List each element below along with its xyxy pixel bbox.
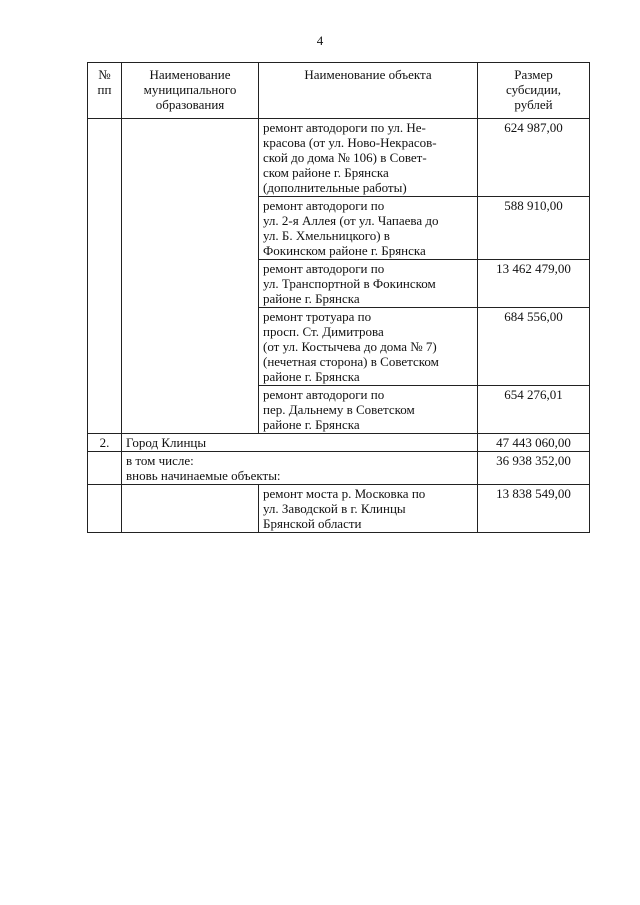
header-municipality: Наименование муниципального образования [122,63,259,119]
header-object: Наименование объекта [259,63,478,119]
table-row [88,119,590,197]
object-name: ремонт тротуара по просп. Ст. Димитрова (от ул. Костычева до дома № 7) (нечетная сторона) в Советском районе г. Брянска [259,308,478,386]
row-num-empty [88,119,122,434]
city-row [88,434,590,452]
subsidy-amount: 624 987,00 [478,119,590,197]
header-amount: Размер субсидии, рублей [478,63,590,119]
header-num: № пп [88,63,122,119]
table-row [88,485,590,533]
object-name: ремонт автодороги по ул. Транспортной в Фокинском районе г. Брянска [259,260,478,308]
row-num-empty [88,485,122,533]
page-number: 4 [316,33,324,48]
including-row [88,452,590,485]
including-text: в том числе: вновь начинаемые объекты: [122,452,478,485]
city-amount: 47 443 060,00 [478,434,590,452]
subsidy-amount: 13 462 479,00 [478,260,590,308]
object-name: ремонт моста р. Московка по ул. Заводской в г. Клинцы Брянской области [259,485,478,533]
including-amount: 36 938 352,00 [478,452,590,485]
subsidy-amount: 13 838 549,00 [478,485,590,533]
object-name: ремонт автодороги по ул. 2-я Аллея (от ул. Чапаева до ул. Б. Хмельницкого) в Фокинском районе г. Брянска [259,197,478,260]
object-name: ремонт автодороги по пер. Дальнему в Советском районе г. Брянска [259,386,478,434]
row-municipality-empty [122,119,259,434]
subsidy-amount: 684 556,00 [478,308,590,386]
object-name: ремонт автодороги по ул. Не- красова (от ул. Ново-Некрасов- ской до дома № 106) в Совет- ском районе г. Брянска (дополнительные работы) [259,119,478,197]
subsidies-table [87,62,590,533]
table-header-row [88,63,590,119]
subsidy-amount: 588 910,00 [478,197,590,260]
including-num-empty [88,452,122,485]
city-num: 2. [88,434,122,452]
city-name: Город Клинцы [122,434,478,452]
subsidy-amount: 654 276,01 [478,386,590,434]
row-municipality-empty [122,485,259,533]
